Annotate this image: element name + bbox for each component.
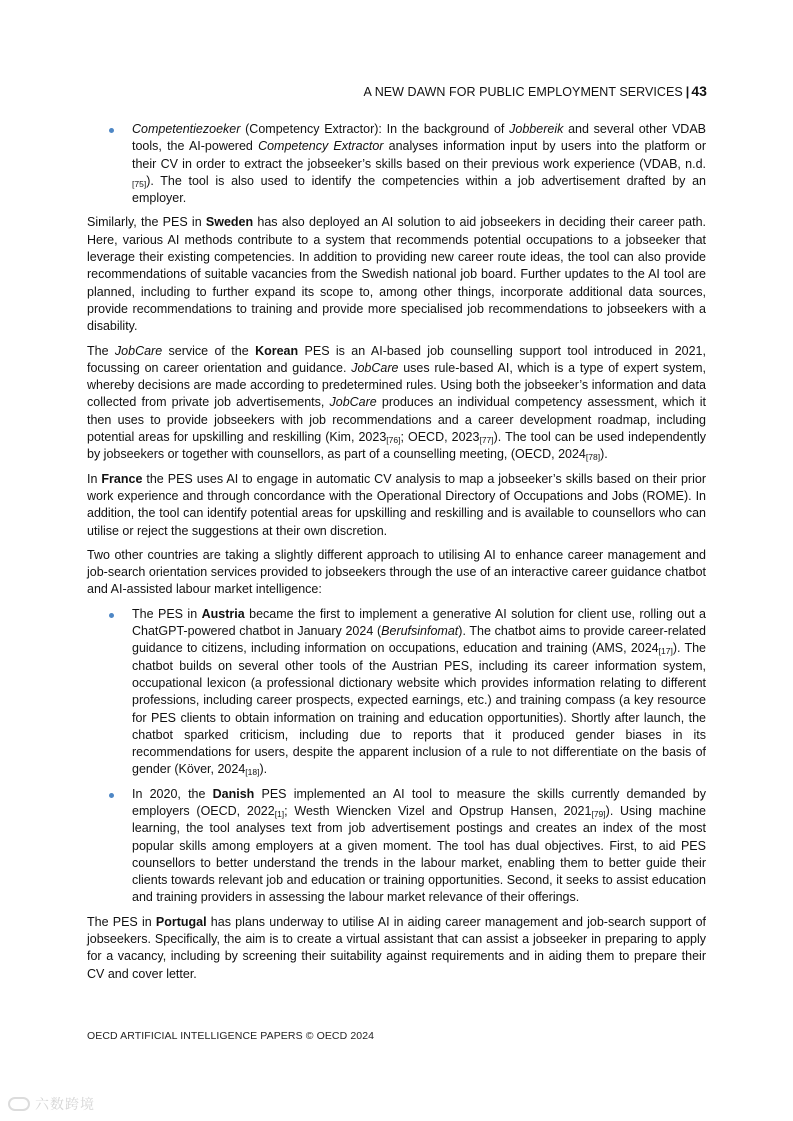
text-run: and several other VDAB tools, the AI-powered [132,122,706,154]
tool-name-competentiezoeker: Competentiezoeker [132,122,241,136]
text-run: (Competency Extractor): In the background of [240,122,510,136]
paragraph-france [87,471,706,540]
country-korean: Korean [255,343,299,358]
text-run: The [87,343,115,358]
bullet-dot-icon [109,613,114,618]
country-sweden: Sweden [205,215,254,230]
text-run: service of the [162,343,256,358]
text-run: ). Using machine learning, the tool analyses text from job advertisement postings and creates an index of the most popular skills among employers at a given moment. The tool has dual objectives. First, to aid PES counsellors to better understand the trends in the labour market, enabling them to better guide their clients towards relevant job and education or training opportunities. Second, it seeks to assist education and training providers in assessing the labour market relevance of their offerings. [132,803,706,905]
text-run: Similarly, the PES in [87,215,206,230]
bullet-dot-icon [109,128,114,133]
reference-76: [76] [386,435,401,446]
running-title: A NEW DAWN FOR PUBLIC EMPLOYMENT SERVICES [363,85,683,99]
text-run: ). The tool is also used to identify the competencies within a job advertisement drafted by an employer. [132,173,706,206]
reference-1: [1] [274,808,285,819]
text-run: In 2020, the [132,786,213,801]
text-run: ; Westh Wiencken Vizel and Opstrup Hansen, 2021 [284,803,592,818]
bullet-austria [87,606,706,779]
running-header [364,83,708,99]
text-run: became the first to implement a generative AI solution for client use, rolling out a ChatGPT-powered chatbot in January 2024 ( [132,606,706,639]
tool-name-jobbereik: Jobbereik [509,122,564,136]
text-run: ). The chatbot builds on several other tools of the Austrian PES, including its career information system, occupational lexicon (a professional dictionary website which provides information relating to different professions, including career prospects, expected earnings, etc.) and training compass (a key resource for PES clients to obtain information on training and education opportunities). Shortly after launch, the chatbot sparked criticism, including due to reports that it produced gender biases in its recommendations for users, despite the apparent inclusion of a rule to not differentiate on the basis of gender (Köver, 2024 [132,641,706,777]
reference-75: [75] [132,178,147,189]
text-run: has plans underway to utilise AI in aiding career management and job-search support of jobseekers. Specifically, the aim is to create a virtual assistant that can assist a jobseeker in preparing to apply for a vacancy, including by screening their suitability against requirements and in aiding them to prepare their CV and cover letter. [87,914,706,981]
country-danish: Danish [212,786,255,801]
tool-name-berufsinfomat: Berufsinfomat [381,624,459,639]
tool-name-jobcare: JobCare [114,343,163,358]
page-number: 43 [691,83,707,99]
paragraph-two-countries [87,547,706,599]
text-run: ; OECD, 2023 [400,430,480,445]
watermark [8,1094,95,1114]
text-run: The PES in [132,606,202,621]
bullet-dot-icon [109,793,114,798]
text-run: Two other countries are taking a slightly different approach to utilising AI to enhance career management and job-search orientation services provided to jobseekers through the use of an interactive career guidance chatbot and AI-assisted labour market intelligence: [87,547,706,597]
tool-name-competency-extractor: Competency Extractor [258,139,384,154]
header-separator: | [685,85,690,99]
watermark-text: 六数跨境 [35,1096,95,1112]
text-run: In [87,471,102,486]
text-run: the PES uses AI to engage in automatic CV analysis to map a jobseeker’s skills based on their prior work experience and through concordance with the Operational Directory of Occupations and Jobs (ROME). In addition, the tool can identify potential areas for upskilling and reskilling and is available to counsellors who can utilise or reject the suggestions at their own discretion. [87,471,706,538]
country-france: France [101,471,143,486]
reference-18: [18] [245,767,260,778]
bullet-denmark [87,786,706,907]
text-run: has also deployed an AI solution to aid jobseekers in deciding their career path. Here, various AI methods contribute to a system that recommends potential occupations to a jobseeker that leverage their existing competencies. In addition to providing new career route ideas, the tool can also provide recommendations of suitable vacancies from the Swedish national job board. Further updates to the AI tool are planned, including to further expand its scope to, among other things, incorporate additional data sources, provide recommendations to training and provide more specialised job recommendations to jobseekers with a disability. [87,215,707,334]
paragraph-korea [87,343,706,464]
body-text [87,121,706,990]
page-footer: OECD ARTIFICIAL INTELLIGENCE PAPERS © OECD 2024 [87,1030,375,1042]
paragraph-portugal [87,914,706,983]
watermark-logo-icon [8,1097,30,1111]
text-run: ). The tool can be used independently by jobseekers or together with counsellors, as part of a counselling meeting, (OECD, 2024 [87,430,707,462]
text-run: ). The chatbot aims to provide career-related guidance to citizens, including information on occupations, education and training (AMS, 2024 [132,624,707,656]
text-run: The PES in [87,914,156,929]
text-run: PES implemented an AI tool to measure the skills currently demanded by employers (OECD, 2022 [132,786,706,818]
text-run: ). [600,447,608,462]
text-run: uses rule-based AI, which is a type of expert system, whereby decisions are made according to predetermined rules. Using both the jobseeker’s information and data collected from private job advertisements, [87,360,706,410]
tool-name-jobcare: JobCare [329,395,377,410]
reference-77: [77] [479,435,494,446]
tool-name-jobcare: JobCare [351,360,399,375]
text-run: ). [259,762,268,777]
reference-78: [78] [585,452,601,463]
text-run: PES is an AI-based job counselling support tool introduced in 2021, focussing on career orientation and guidance. [87,343,706,375]
bullet-list [87,606,706,907]
country-austria: Austria [201,606,245,621]
text-run: analyses information input by users into the platform or their CV in order to extract the jobseeker’s skills based on their previous work experience (VDAB, n.d. [132,139,706,171]
country-portugal: Portugal [155,914,207,929]
text-run: produces an individual competency assessment, which it then uses to provide jobseekers with job recommendations and a career development roadmap, including potential areas for upskilling and reskilling (Kim, 2023 [87,395,706,445]
reference-79: [79] [591,808,606,819]
paragraph-sweden [87,214,706,335]
bullet-competentiezoeker [87,121,706,207]
reference-17: [17] [658,646,673,657]
